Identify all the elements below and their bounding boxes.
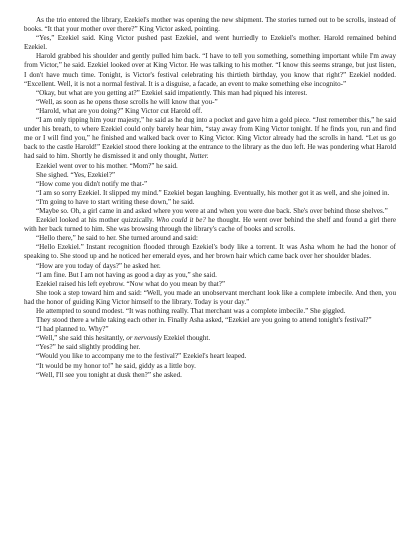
paragraph: [24, 162, 396, 171]
paragraph: [24, 307, 396, 316]
paragraph-text: “How are you today of days?” he asked her.: [36, 261, 161, 270]
paragraph: [24, 207, 396, 216]
paragraph-text: “Hello Ezekiel.” Instant recognition flooded through Ezekiel's body like a torrent. It was Asha whom he had the honor of speaking to. She stood up and he noticed her emerald eyes, and her brown hair which came back over her shoulder blades.: [24, 243, 396, 261]
paragraph: [24, 271, 396, 280]
paragraph-text: “Okay, but what are you getting at?” Ezekiel said impatiently. This man had piqued his interest.: [36, 88, 308, 97]
paragraph: [24, 98, 396, 107]
paragraph: [24, 16, 396, 34]
paragraph-text: “It would be my honor to!” he said, giddy as a little boy.: [36, 361, 196, 370]
paragraph: [24, 325, 396, 334]
paragraph-text: “Well, as soon as he opens those scrolls he will know that you-”: [36, 97, 218, 106]
paragraph-text: Ezekiel went over to his mother. “Mom?” he said.: [36, 161, 178, 170]
paragraph-text: “Harold, what are you doing?” King Victor cut Harold off.: [36, 106, 203, 115]
paragraph: [24, 189, 396, 198]
paragraph: [24, 107, 396, 116]
paragraph-text: “Yes?” he said slightly prodding her.: [36, 343, 141, 352]
paragraph-text: “Well, I'll see you tonight at dusk then?” she asked.: [36, 370, 182, 379]
paragraph: [24, 371, 396, 380]
body-text: [24, 16, 396, 380]
paragraph-text: They stood there a while taking each other in. Finally Asha asked, “Ezekiel are you going to attend tonight's festival?”: [36, 316, 372, 325]
paragraph-text: She sighed. “Yes, Ezekiel?”: [36, 170, 116, 179]
italic-thought: or nervously: [126, 334, 162, 343]
paragraph-text: “Well,” she said this hesitantly,: [36, 334, 127, 343]
paragraph-text: He attempted to sound modest. “It was nothing really. That merchant was a complete imbecile.” She giggled.: [36, 307, 346, 315]
paragraph-text: “I am fine. But I am not having as good a day as you,” she said.: [36, 270, 217, 279]
paragraph-text: he thought. He went over behind the shelf and found a girl there with her back turned to him. She was browsing through the library's cache of books and scrolls.: [24, 216, 396, 234]
paragraph-text: “Would you like to accompany me to the festival?” Ezekiel's heart leaped.: [36, 352, 247, 361]
paragraph: [24, 234, 396, 243]
paragraph: [24, 198, 396, 207]
paragraph-text: “I had planned to. Why?”: [36, 325, 109, 334]
paragraph: [24, 343, 396, 352]
paragraph: [24, 352, 396, 361]
paragraph: [24, 334, 396, 343]
paragraph-text: “Hello there,” he said to her. She turned around and said:: [36, 234, 198, 243]
paragraph-text: “I am only tipping him your majesty,” he said as he dug into a pocket and gave him a gold piece. “Just remember this,” he said under his breath, to where Ezekiel could only barely hear him, “stay away from King Victor tonight. If he finds you, run and find me or I will find you,” he finished and walked back over to King Victor. King Victor already had the scrolls in hand. “Let us go back to the castle Harold!” Ezekiel stood there looking at the entrance to the library as the duo left. He was pondering what Harold had said to him. Shortly he dismissed it and only thought,: [24, 116, 396, 161]
italic-thought: Nutter.: [189, 152, 209, 161]
paragraph: [24, 216, 396, 234]
paragraph: [24, 171, 396, 180]
paragraph-text: “I am so sorry Ezekiel. It slipped my mind.” Ezekiel began laughing. Eventually, his mother got it as well, and she joined in.: [36, 188, 390, 197]
paragraph: [24, 89, 396, 98]
paragraph: [24, 262, 396, 271]
paragraph-text: “How come you didn't notify me that-”: [36, 179, 148, 188]
paragraph: [24, 280, 396, 289]
italic-thought: Who could it be?: [156, 216, 206, 225]
paragraph: [24, 116, 396, 161]
paragraph-text: As the trio entered the library, Ezekiel's mother was opening the new shipment. The stories turned out to be scrolls, instead of books. “It that your mother over there?” King Victor asked, pointing.: [24, 16, 396, 34]
paragraph-text: Harold grabbed his shoulder and gently pulled him back. “I have to tell you something, something important while I'm away from Victor,” he said. Ezekiel looked over at King Victor. He was talking to his mother. “I know this seems strange, but just listen, I don't have much time. Tonight, is Victor's festival celebrating his thirtieth birthday, you know that right?” Ezekiel nodded. “Excellent. Well, it is not a normal festival. It is a disguise, a facade, an event to make something else incognito-”: [24, 52, 396, 88]
paragraph-text: She took a step toward him and said: “Well, you made an unobservant merchant look like a complete imbecile. And then, you had the honor of guiding King Victor himself to the library. Today is your day.”: [24, 288, 396, 306]
paragraph-text: Ezekiel looked at his mother quizzically.: [36, 216, 157, 225]
paragraph: [24, 243, 396, 261]
paragraph-text: “I'm going to have to start writing these down,” he said.: [36, 197, 195, 206]
paragraph: [24, 316, 396, 325]
paragraph-text: “Maybe so. Oh, a girl came in and asked where you were at and when you were due back. She's over behind those shelves.”: [36, 206, 388, 215]
paragraph: [24, 34, 396, 52]
paragraph: [24, 52, 396, 88]
paragraph: [24, 289, 396, 307]
paragraph-text: Ezekiel thought.: [161, 334, 211, 343]
paragraph-text: Ezekiel raised his left eyebrow. “Now what do you mean by that?”: [36, 279, 226, 288]
paragraph-text: “Yes,” Ezekiel said. King Victor pushed past Ezekiel, and went hurriedly to Ezekiel's mother. Harold remained behind Ezekiel.: [24, 34, 396, 52]
paragraph: [24, 362, 396, 371]
paragraph: [24, 180, 396, 189]
